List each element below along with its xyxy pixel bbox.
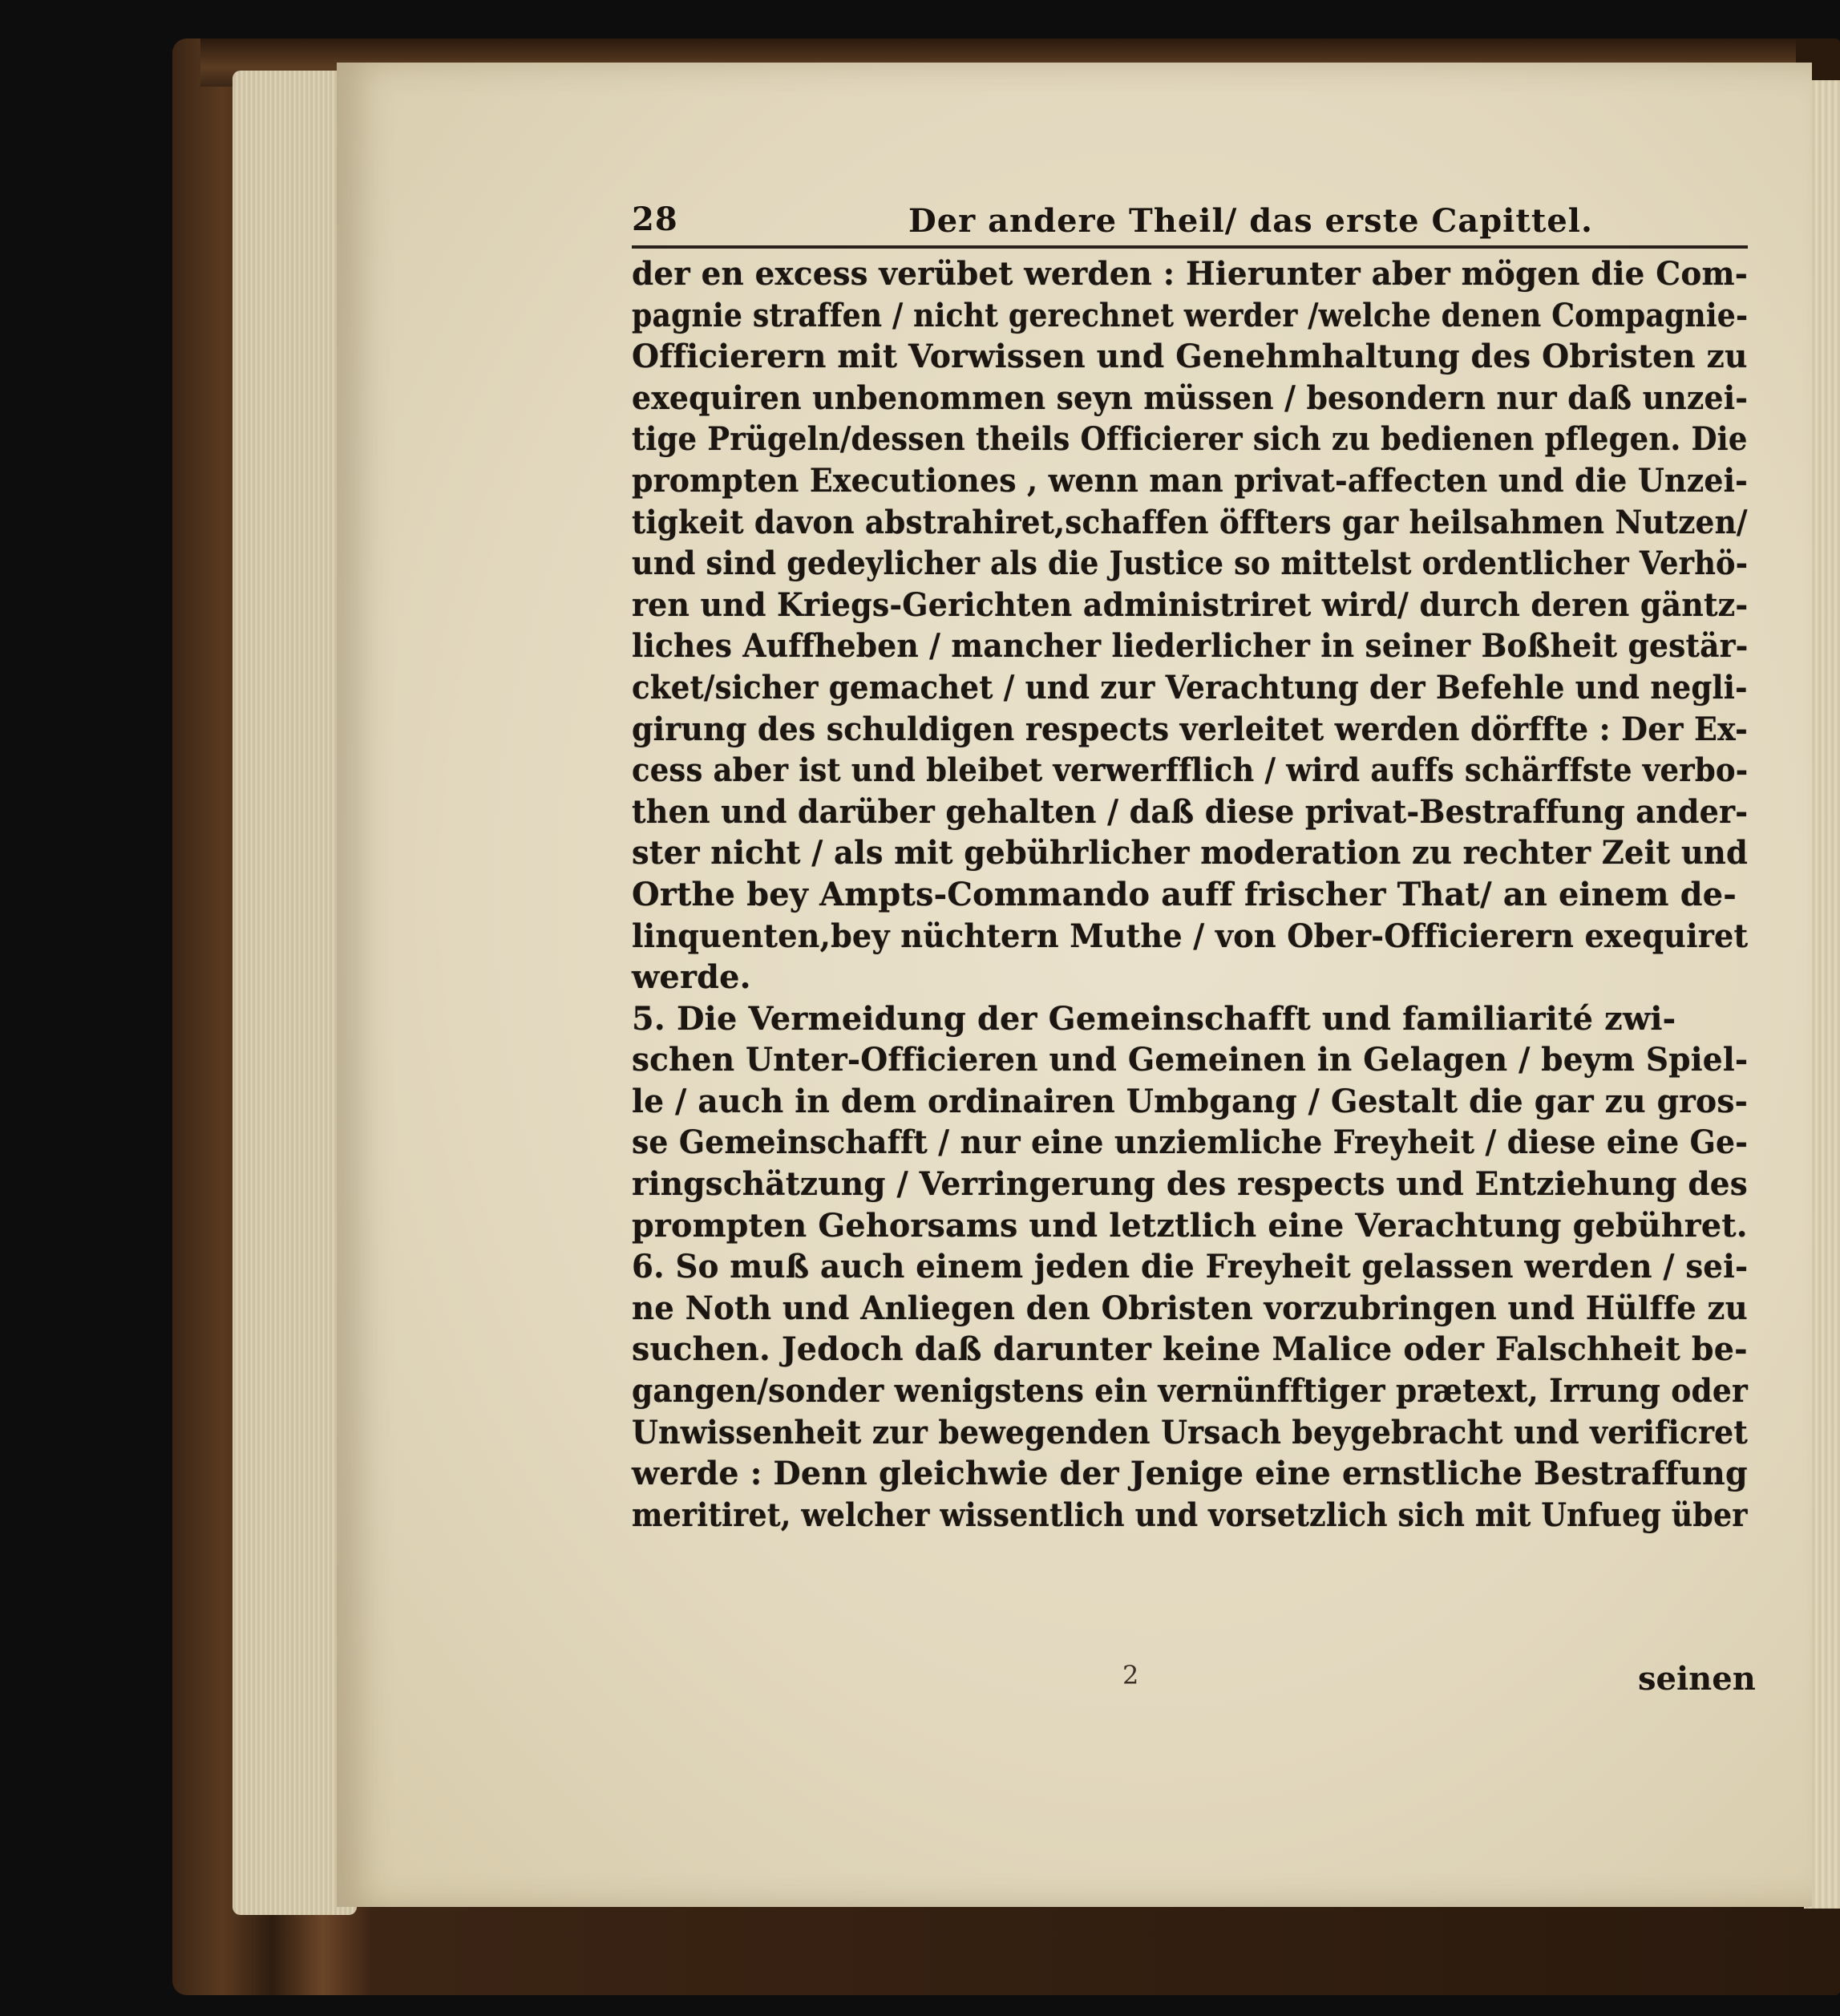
text-line: linquenten,bey nüchtern Muthe / von Ober-Officierern exequiret [632,917,1749,955]
text-line: gangen/sonder wenigstens ein vernünfftiger prætext, Irrung oder [632,1372,1748,1411]
text-line: tigkeit davon abstrahiret,schaffen öffters gar heilsahmen Nutzen/ [632,503,1748,541]
signature-mark: 2 [1122,1660,1139,1690]
body-text [632,253,1754,1536]
text-line: prompten Gehorsams und letztlich eine Verachtung gebühret. [632,1206,1748,1245]
text-line: tige Prügeln/dessen theils Officierer sich zu bedienen pflegen. Die [632,420,1748,459]
page-number: 28 [632,200,678,238]
text-line: Unwissenheit zur bewegenden Ursach beygebracht und verificret [632,1413,1748,1451]
text-line: suchen. Jedoch daß darunter keine Malice oder Falschheit be- [632,1330,1748,1369]
text-line: meritiret, welcher wissentlich und vorsetzlich sich mit Unfueg über [632,1496,1748,1534]
text-line: werde : Denn gleichwie der Jenige eine ernstliche Bestraffung [632,1455,1748,1493]
text-line: pagnie straffen / nicht gerechnet werder /welche denen Compagnie- [632,296,1749,334]
text-line: ren und Kriegs-Gerichten administriret wird/ durch deren gäntz- [632,585,1749,624]
text-line: ringschätzung / Verringerung des respects und Entziehung des [632,1165,1748,1204]
page-header [632,200,1748,241]
text-line: girung des schuldigen respects verleitet werden dörffte : Der Ex- [632,710,1749,748]
text-line: then und darüber gehalten / daß diese privat-Bestraffung ander- [632,792,1749,831]
text-line: cess aber ist und bleibet verwerfflich / wird auffs schärffste verbo- [632,751,1749,790]
text-line: der en excess verübet werden : Hierunter aber mögen die Com- [632,255,1749,293]
text-line: Officierern mit Vorwissen und Genehmhaltung des Obristen zu [632,338,1748,376]
text-line: liches Auffheben / mancher liederlicher in seiner Boßheit gestär- [632,627,1749,666]
text-line: le / auch in dem ordinairen Umbgang / Gestalt die gar zu gros- [632,1082,1749,1120]
catchword: seinen [1638,1660,1756,1698]
text-line: se Gemeinschafft / nur eine unziemliche Freyheit / diese eine Ge- [632,1123,1749,1162]
text-line: ne Noth und Anliegen den Obristen vorzubringen und Hülffe zu [632,1289,1748,1327]
text-line: schen Unter-Officieren und Gemeinen in Gelagen / beym Spiel- [632,1041,1749,1079]
text-line: werde. [632,958,751,997]
running-head: Der andere Theil/ das erste Capittel. [908,202,1593,240]
text-line: exequiren unbenommen seyn müssen / besondern nur daß unzei- [632,379,1749,417]
text-line: prompten Executiones , wenn man privat-affecten und die Unzei- [632,461,1749,500]
header-rule [632,245,1748,249]
text-line: und sind gedeylicher als die Justice so mittelst ordentlicher Verhö- [632,544,1749,583]
text-line: cket/sicher gemachet / und zur Verachtung der Befehle und negli- [632,668,1748,706]
text-line: Orthe bey Ampts-Commando auff frischer That/ an einem de- [632,875,1737,913]
text-line: 6. So muß auch einem jeden die Freyheit gelassen werden / sei- [632,1248,1749,1286]
text-line: 5. Die Vermeidung der Gemeinschafft und familiarité zwi- [632,999,1676,1038]
text-line: ster nicht / als mit gebührlicher moderation zu rechter Zeit und [632,834,1749,872]
